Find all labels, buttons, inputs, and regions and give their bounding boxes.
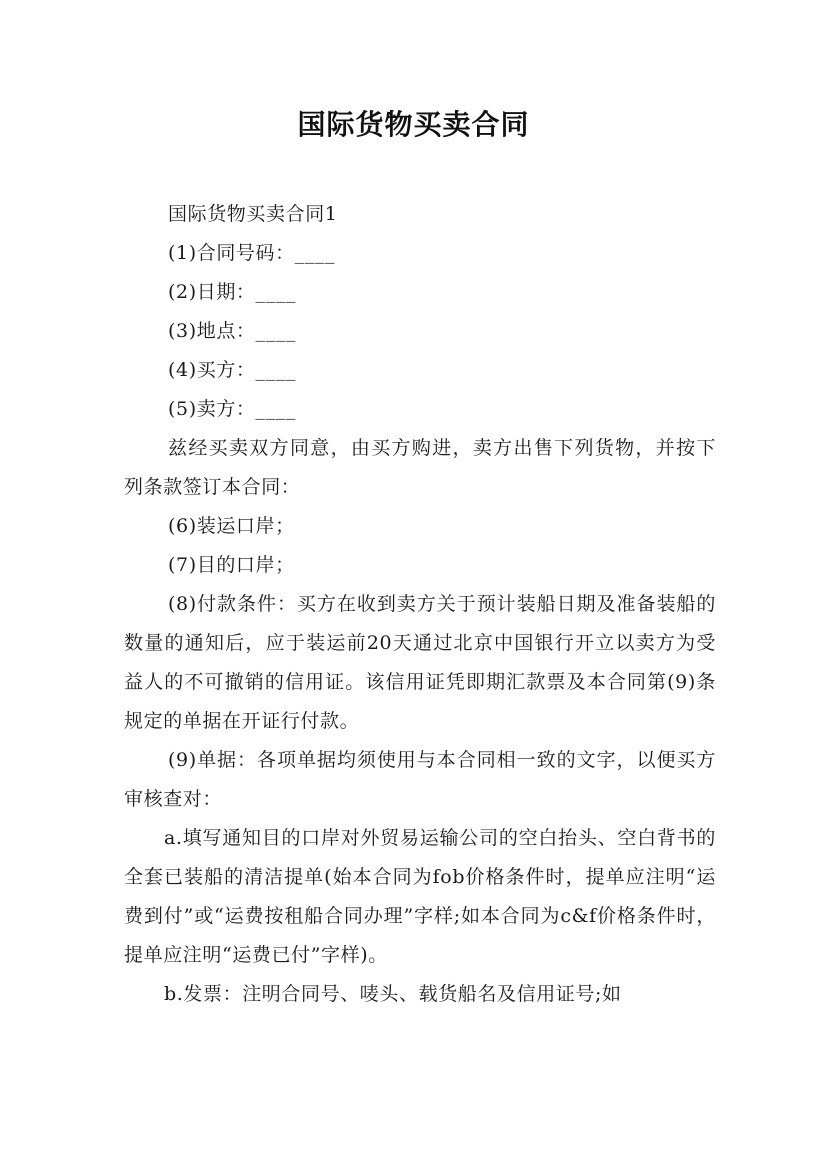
document-title: 国际货物买卖合同	[297, 108, 530, 141]
document-body	[124, 195, 716, 1014]
clause-seller: (5)卖方：____	[168, 398, 296, 420]
clause-place: (3)地点：____	[168, 320, 296, 342]
clause-documents: (9)单据：各项单据均须使用与本合同相一致的文字，以便买方审核查对：	[124, 749, 716, 810]
clause-documents-invoice: b.发票：注明合同号、唛头、载货船名及信用证号;如	[164, 983, 622, 1005]
clause-contract-number: (1)合同号码：____	[168, 242, 336, 264]
clause-documents-bill-of-lading: a.填写通知目的口岸对外贸易运输公司的空白抬头、空白背书的全套已装船的清洁提单(始本合同为fob价格条件时，提单应注明“运费到付”或“运费按租船合同办理”字样;如本合同为c&f价格条件时，提单应注明“运费已付”字样)。	[124, 827, 716, 966]
clause-port-of-destination: (7)目的口岸；	[168, 554, 295, 576]
clause-buyer: (4)买方：____	[168, 359, 296, 381]
clause-date: (2)日期：____	[168, 281, 296, 303]
clause-port-of-shipment: (6)装运口岸；	[168, 515, 295, 537]
clause-payment-terms: (8)付款条件：买方在收到卖方关于预计装船日期及准备装船的数量的通知后，应于装运前20天通过北京中国银行开立以卖方为受益人的不可撤销的信用证。该信用证凭即期汇款票及本合同第(9)条规定的单据在开证行付款。	[124, 593, 716, 732]
contract-heading: 国际货物买卖合同1	[168, 203, 338, 225]
agreement-paragraph: 兹经买卖双方同意，由买方购进，卖方出售下列货物，并按下列条款签订本合同：	[124, 437, 716, 498]
